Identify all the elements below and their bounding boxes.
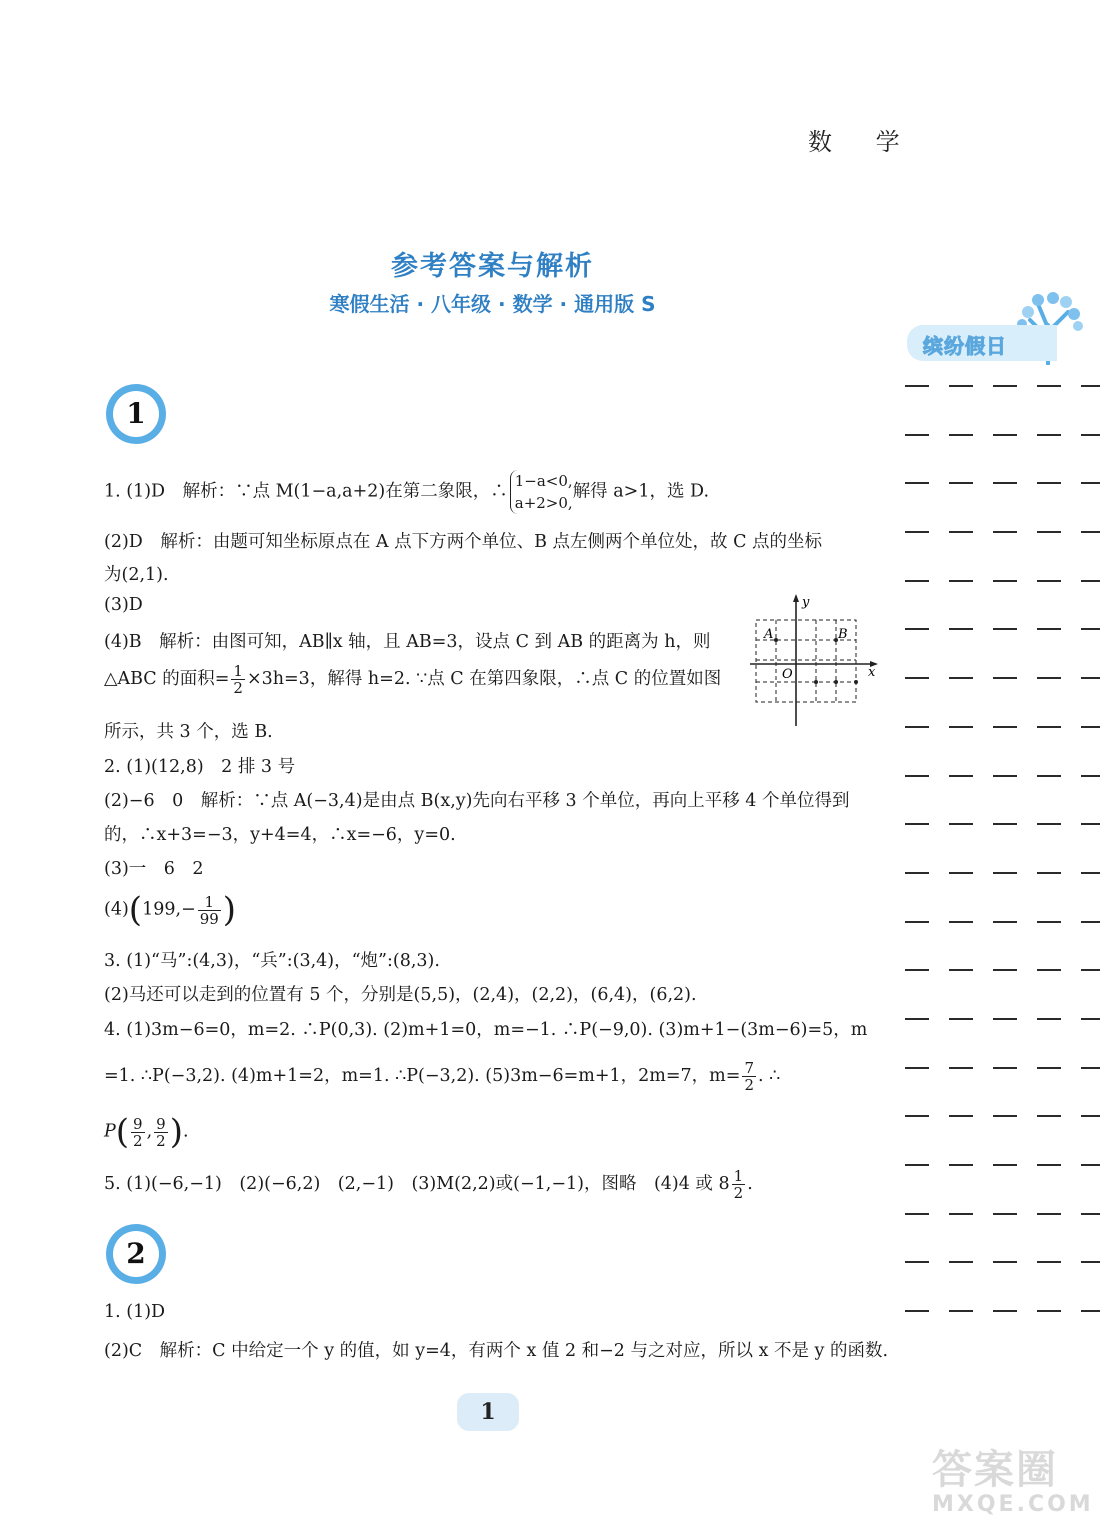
fraction	[131, 1116, 145, 1149]
answer-1-4-cont	[104, 663, 721, 696]
text: 1. (1)D 解析：∵点 M(1−a,a+2)在第二象限，∴	[104, 481, 508, 502]
page-title: 参考答案与解析	[391, 251, 594, 282]
answer-2-2: (2)−6 0 解析：∵点 A(−3,4)是由点 B(x,y)先向右平移 3 个单位，再向上平移 4 个单位得到	[104, 791, 850, 811]
section-2-badge	[104, 1222, 168, 1286]
section-badge-label	[907, 325, 1057, 361]
x-axis-label: x	[868, 665, 876, 680]
section2-answer-1-2: (2)C 解析：C 中给定一个 y 的值，如 y=4，有两个 x 值 2 和−2 与之对应，所以 x 不是 y 的函数.	[104, 1341, 889, 1361]
y-axis-label: y	[802, 595, 810, 610]
coordinate-graph	[748, 592, 882, 730]
denominator: 99	[199, 909, 219, 928]
section-1-badge	[104, 382, 168, 446]
answer-1-4-end: 所示，共 3 个，选 B.	[104, 722, 273, 742]
numerator: 1	[198, 894, 221, 911]
point-a-label: A	[764, 627, 774, 642]
answer-4-3: P( $\frac{9}{2}$ , $\frac{9}{2}$ ).	[104, 1112, 189, 1152]
numerator: 1	[733, 1167, 744, 1185]
origin-label: O	[782, 667, 793, 682]
fraction	[742, 1060, 756, 1093]
watermark-text: 答案圈	[932, 1447, 1058, 1493]
page-number: 1	[457, 1393, 519, 1431]
fraction	[732, 1168, 746, 1201]
text: ×3h=3，解得 h=2. ∵点 C 在第四象限，∴点 C 的位置如图	[246, 669, 722, 689]
text: =1. ∴P(−3,2). (4)m+1=2，m=1. ∴P(−3,2). (5)3m−6=m+1，2m=7，m=	[104, 1066, 741, 1086]
fraction	[231, 663, 245, 696]
section-number: 2	[126, 1237, 146, 1270]
page-subtitle: 寒假生活 · 八年级 · 数学 · 通用版 S	[329, 292, 656, 316]
fraction	[198, 894, 221, 927]
answer-1-2: (2)D 解析：由题可知坐标原点在 A 点下方两个单位、B 点左侧两个单位处，故 C 点的坐标	[104, 532, 823, 552]
denominator: 2	[744, 1076, 754, 1094]
answer-5	[104, 1168, 753, 1201]
badge-text: 缤纷假日	[923, 334, 1007, 358]
point-b-label: B	[838, 627, 848, 642]
answer-1-1	[104, 470, 709, 514]
text: 199,−	[142, 899, 196, 920]
brace-line: 1−a<0,	[514, 472, 573, 490]
answer-2-1: 2. (1)(12,8) 2 排 3 号	[104, 757, 296, 777]
denominator: 2	[233, 679, 243, 697]
denominator: 2	[133, 1131, 143, 1150]
watermark-logo	[922, 1428, 1092, 1528]
numerator: 9	[133, 1114, 143, 1133]
text: P	[104, 1121, 116, 1142]
numerator: 1	[233, 662, 243, 680]
notes-lines	[905, 385, 1100, 1359]
denominator: 2	[156, 1131, 166, 1150]
section2-answer-1-1: 1. (1)D	[104, 1302, 166, 1322]
answer-2-2-cont: 的，∴x+3=−3，y+4=4，∴x=−6，y=0.	[104, 825, 456, 845]
numerator: 9	[156, 1114, 166, 1133]
answer-4-2	[104, 1060, 780, 1093]
answer-3-1: 3. (1)“马”:(4,3)，“兵”:(3,4)，“炮”:(8,3).	[104, 951, 440, 971]
answer-1-2-cont: 为(2,1).	[104, 565, 169, 585]
answer-2-4: (4)(199,− $\frac{1}{99}$ )	[104, 890, 237, 930]
answer-2-3: (3)一 6 2	[104, 859, 204, 879]
numerator: 7	[744, 1059, 754, 1077]
section-number: 1	[126, 397, 146, 430]
text: . ∴	[757, 1066, 781, 1086]
system-brace	[510, 470, 573, 514]
fraction	[154, 1116, 168, 1149]
answer-1-3: (3)D	[104, 595, 143, 615]
text: 解得 a>1，选 D.	[572, 481, 710, 502]
text: 5. (1)(−6,−1) (2)(−6,2) (2,−1) (3)M(2,2)或(−1,−1)，图略 (4)4 或 8	[104, 1174, 730, 1194]
answer-4-1: 4. (1)3m−6=0，m=2. ∴P(0,3). (2)m+1=0，m=−1. ∴P(−9,0). (3)m+1−(3m−6)=5，m	[104, 1020, 868, 1040]
text: (4)	[104, 899, 129, 920]
text: .	[182, 1121, 189, 1142]
answer-1-4: (4)B 解析：由图可知，AB∥x 轴，且 AB=3，设点 C 到 AB 的距离为 h，则	[104, 632, 711, 652]
denominator: 2	[733, 1184, 744, 1202]
watermark-url: MXQE.COM	[932, 1492, 1094, 1517]
subject-header: 数 学	[808, 128, 918, 156]
text: .	[747, 1174, 753, 1194]
text: △ABC 的面积=	[104, 669, 230, 689]
brace-line: a+2>0,	[514, 494, 573, 512]
answer-3-2: (2)马还可以走到的位置有 5 个，分别是(5,5)，(2,4)，(2,2)，(6,4)，(6,2).	[104, 985, 697, 1005]
